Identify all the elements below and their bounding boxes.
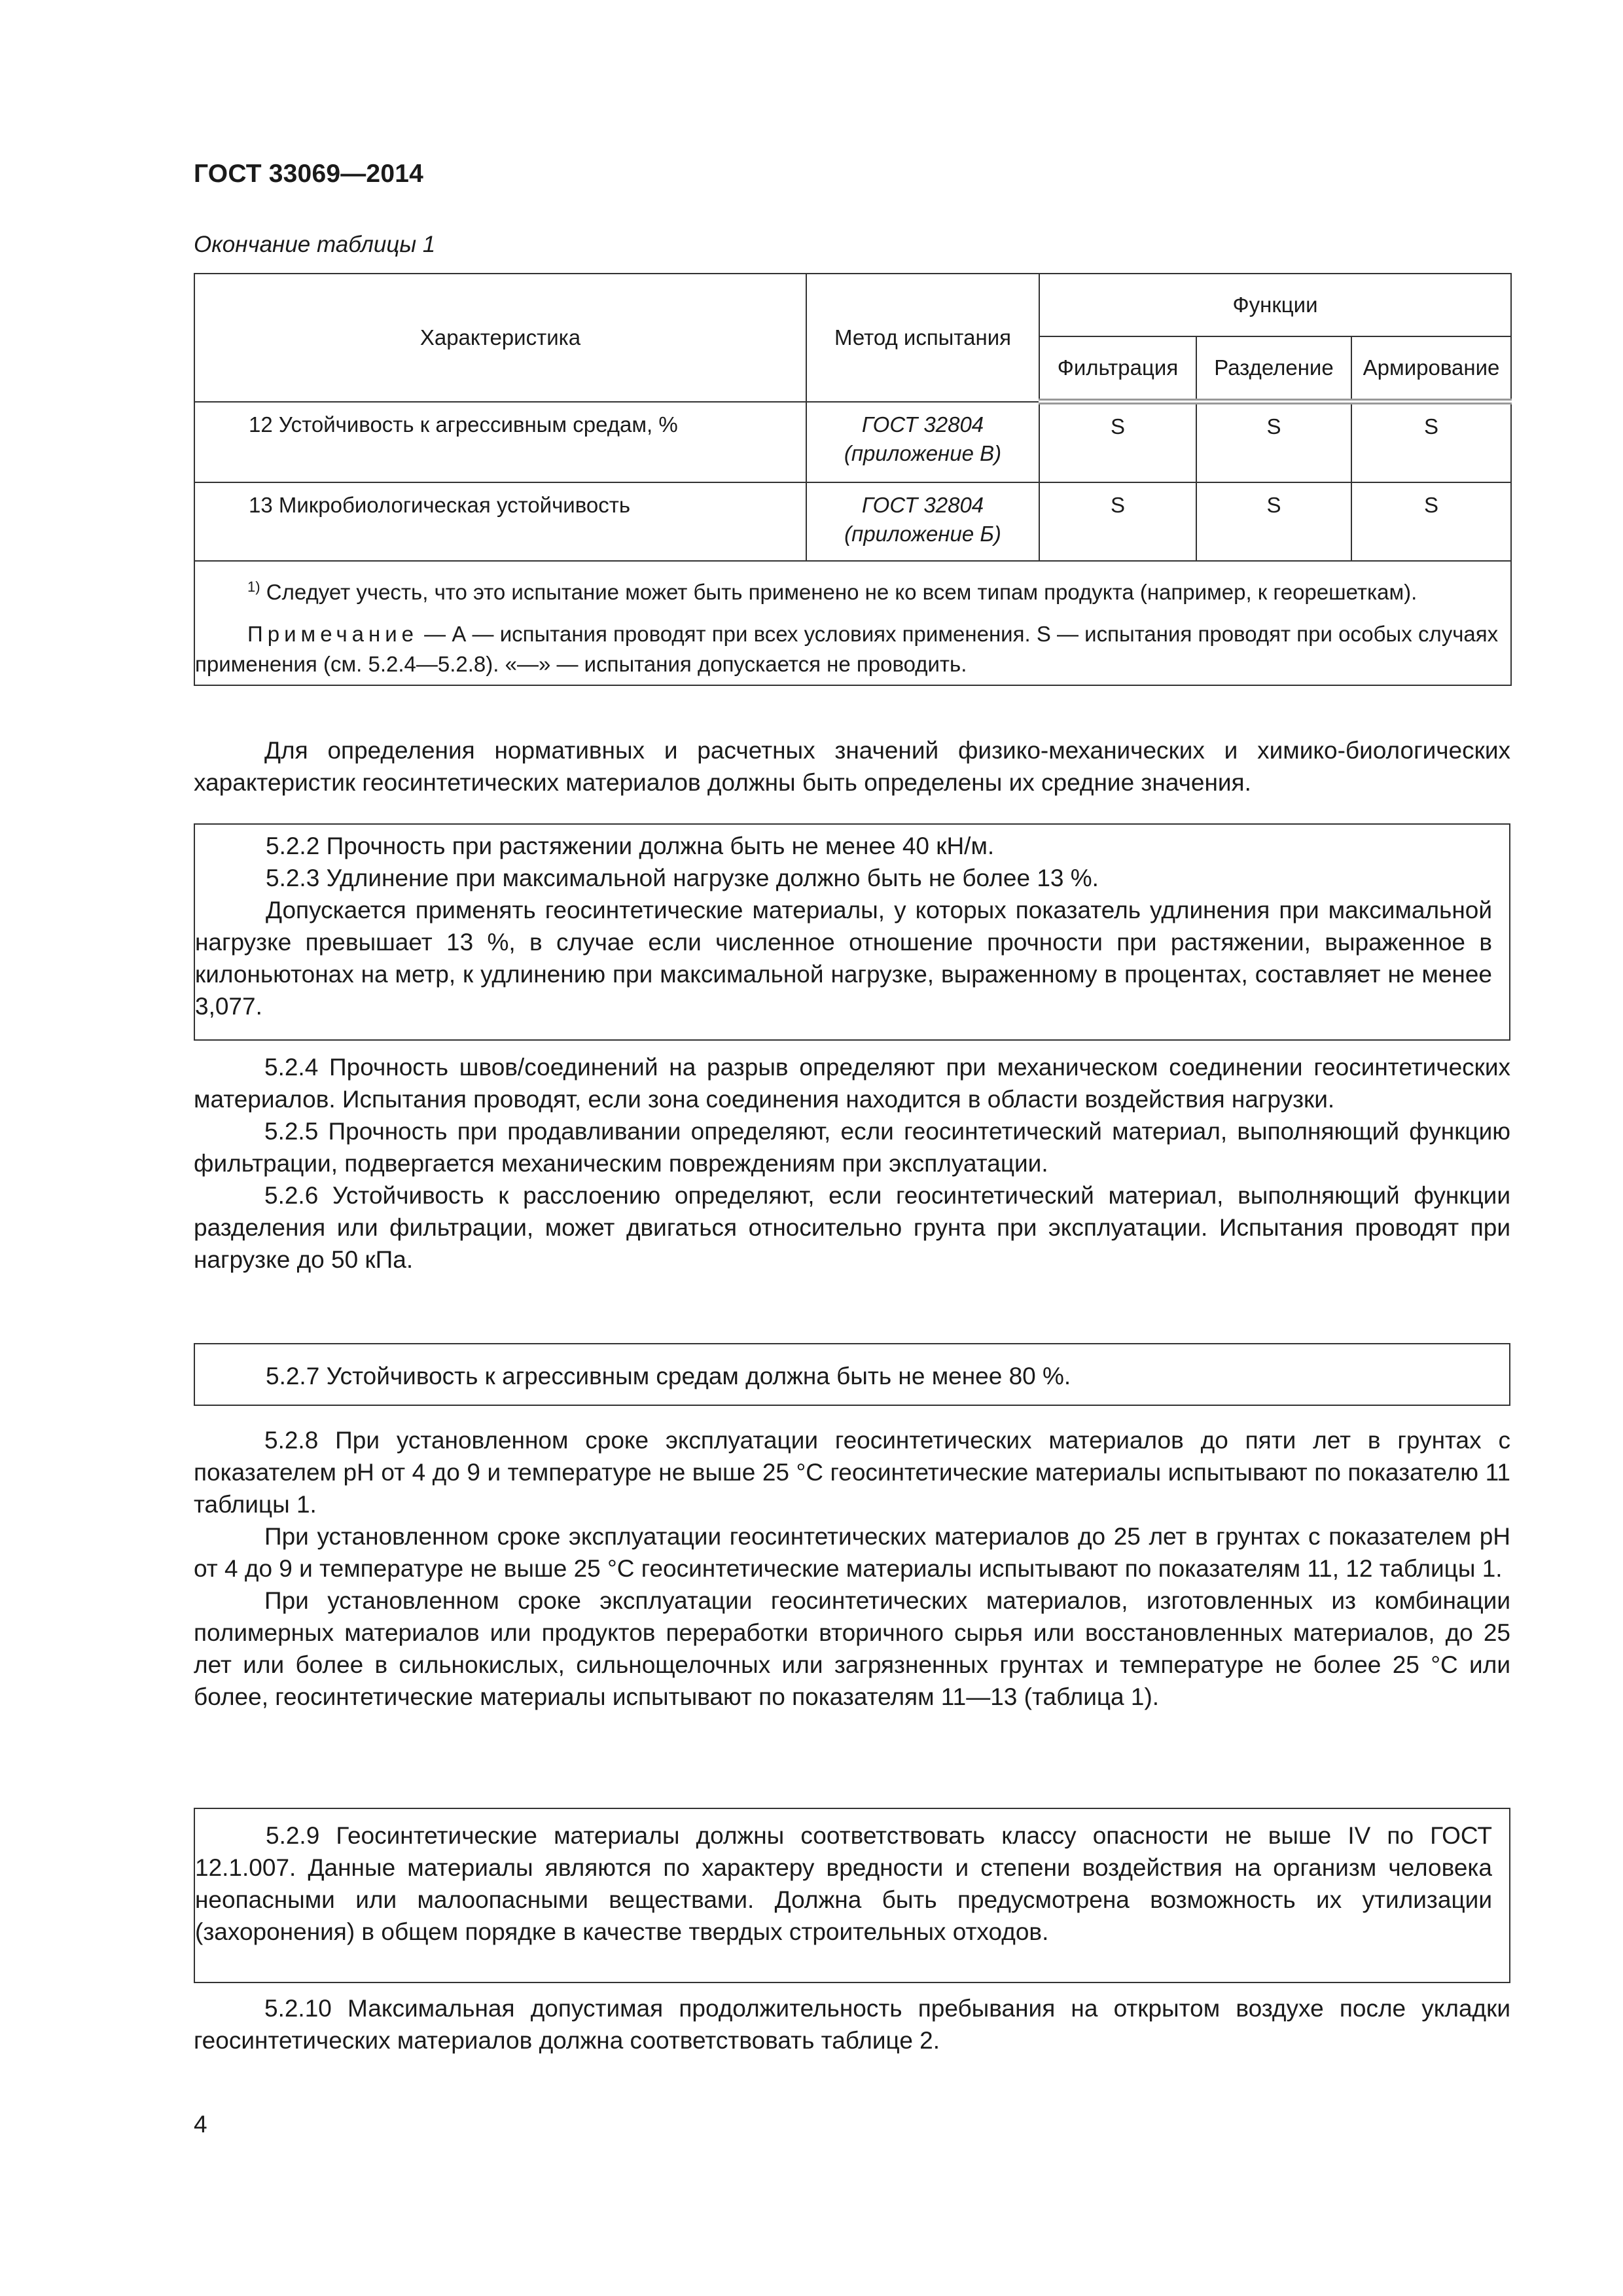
note-label: Примечание (247, 622, 419, 646)
paragraph-5-2-8-c: При установленном сроке эксплуатации геосинтетических материалов, изготовленных из комбинации полимерных материалов или продуктов переработки вторичного сырья или восстановленных материалов, до 25 лет или более в сильнокислых, сильнощелочных или загрязненных грунтах и температуре не более 25 °С или более, геосинтетические материалы испытывают по показателям 11—13 (таблица 1). (194, 1587, 1510, 1710)
page-number: 4 (194, 2111, 207, 2138)
header-functions: Функции (1039, 274, 1511, 336)
paragraph-5-2-3-continued: Допускается применять геосинтетические материалы, у которых показатель удлинения при максимальной нагрузке превышает 13 %, в случае если численное отношение прочности при растяжении, выраженное в килоньютонах на метр, к удлинению при максимальной нагрузке, выраженному в процентах, составляет не менее 3,077. (195, 897, 1492, 1020)
paragraph-5-2-9: 5.2.9 Геосинтетические материалы должны соответствовать классу опасности не выше IV по ГОСТ 12.1.007. Данные материалы являются по характеру вредности и степени воздействия на организм человека неопасными или малоопасными веществами. Должна быть предусмотрена возможность их утилизации (захоронения) в общем порядке в качестве твердых строительных отходов. (195, 1822, 1492, 1945)
cell-filtration: S (1039, 402, 1196, 483)
cell-reinforcement: S (1351, 482, 1511, 561)
paragraph-5-2-10: 5.2.10 Максимальная допустимая продолжительность пребывания на открытом воздухе после укладки геосинтетических материалов должна соответствовать таблице 2. (194, 1995, 1510, 2054)
paragraph-5-2-8: 5.2.8 При установленном сроке эксплуатации геосинтетических материалов до пяти лет в грунтах с показателем pH от 4 до 9 и температуре не выше 25 °С геосинтетические материалы испытывают по показателю 11 таблицы 1. (194, 1427, 1510, 1518)
paragraphs-528 (194, 1424, 1510, 1713)
paragraph-5-2-10-block (194, 1992, 1510, 2056)
cell-characteristic: 13 Микробиологическая устойчивость (194, 482, 806, 561)
footnote-text: Следует учесть, что это испытание может быть применено не ко всем типам продукта (например, к георешеткам). (266, 580, 1418, 604)
table-row (194, 402, 1511, 483)
boxed-section-529 (194, 1808, 1510, 1983)
table-notes (194, 561, 1511, 685)
cell-separation: S (1196, 402, 1351, 483)
paragraph-5-2-4: 5.2.4 Прочность швов/соединений на разрыв определяют при механическом соединении геосинтетических материалов. Испытания проводят, если зона соединения находится в области воздействия нагрузки. (194, 1054, 1510, 1113)
method-line-1: ГОСТ 32804 (861, 493, 984, 517)
cell-filtration: S (1039, 482, 1196, 561)
header-reinforcement: Армирование (1351, 336, 1511, 402)
header-method: Метод испытания (806, 274, 1039, 402)
paragraphs-524-526 (194, 1051, 1510, 1276)
paragraph-5-2-3: 5.2.3 Удлинение при максимальной нагрузке должно быть не более 13 %. (266, 865, 1099, 891)
method-line-2: (приложение В) (844, 440, 1002, 465)
cell-characteristic: 12 Устойчивость к агрессивным средам, % (194, 402, 806, 483)
table-1 (194, 273, 1512, 686)
cell-separation: S (1196, 482, 1351, 561)
footnote-mark: 1) (247, 579, 260, 595)
header-separation: Разделение (1196, 336, 1351, 402)
cell-reinforcement: S (1351, 402, 1511, 483)
header-filtration: Фильтрация (1039, 336, 1196, 402)
paragraph-5-2-2: 5.2.2 Прочность при растяжении должна быть не менее 40 кН/м. (266, 833, 995, 859)
standard-code-header: ГОСТ 33069—2014 (194, 160, 423, 188)
cell-method (806, 402, 1039, 483)
table-note (195, 619, 1510, 679)
table-footnote (195, 572, 1510, 619)
paragraph-5-2-7: 5.2.7 Устойчивость к агрессивным средам должна быть не менее 80 %. (266, 1363, 1071, 1390)
table-row (194, 482, 1511, 561)
note-text: — А — испытания проводят при всех условиях применения. S — испытания проводят при особых случаях применения (см. 5.2.4—5.2.8). «—» — испытания допускается не проводить. (195, 622, 1499, 676)
paragraph-intro (194, 734, 1510, 798)
boxed-section-527 (194, 1343, 1510, 1406)
table-caption: Окончание таблицы 1 (194, 232, 436, 257)
paragraph-5-2-5: 5.2.5 Прочность при продавливании определяют, если геосинтетический материал, выполняющий функцию фильтрации, подвергается механическим повреждениям при эксплуатации. (194, 1118, 1510, 1177)
header-characteristic: Характеристика (194, 274, 806, 402)
cell-method (806, 482, 1039, 561)
paragraph-text: Для определения нормативных и расчетных значений физико-механических и химико-биологических характеристик геосинтетических материалов должны быть определены их средние значения. (194, 737, 1510, 796)
paragraph-5-2-6: 5.2.6 Устойчивость к расслоению определяют, если геосинтетический материал, выполняющий функции разделения или фильтрации, может двигаться относительно грунта при эксплуатации. Испытания проводят при нагрузке до 50 кПа. (194, 1182, 1510, 1273)
method-line-1: ГОСТ 32804 (861, 412, 984, 437)
method-line-2: (приложение Б) (844, 522, 1001, 546)
boxed-section-522-523 (194, 823, 1510, 1041)
paragraph-5-2-8-b: При установленном сроке эксплуатации геосинтетических материалов до 25 лет в грунтах с показателем pH от 4 до 9 и температуре не выше 25 °С геосинтетические материалы испытывают по показателям 11, 12 таблицы 1. (194, 1523, 1510, 1582)
